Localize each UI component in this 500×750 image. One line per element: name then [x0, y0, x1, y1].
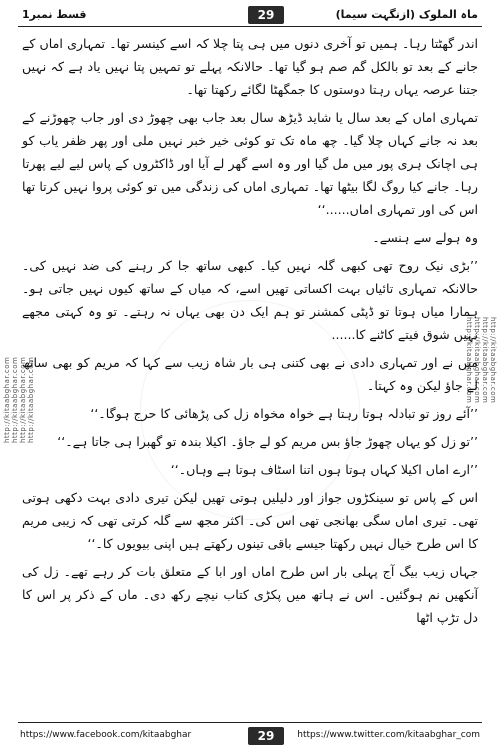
paragraph: ’’بڑی نیک روح تھی کبھی گلہ نہیں کیا۔ کبھی ساتھ جا کر رہنے کی ضد نہیں کی۔ حالانکہ تمہاری تائیاں بہت اکساتی تھیں اسے، کہ میاں کے ساتھ کیوں نہیں جاتی ہو۔ ہمارا میاں ہوتا تو ڈپٹی کمشنر تو ہم ایک دن بھی یہاں نہ رہتے۔ تو وہ کہتی مجھے نہیں شوق فیتے کاٹنے کا......	[22, 258, 478, 342]
right-margin-watermark: http://kitaabghar.com http://kitaabghar.com http://kitaabghar.com http://kitaabghar.com	[465, 316, 497, 404]
paragraph: اندر گھٹتا رہا۔ ہمیں تو آخری دنوں میں ہی پتا چلا کہ اسے کینسر تھا۔ تمہاری اماں کے جانے کے بعد تو بالکل گم صم ہو گیا تھا۔ حالانکہ پہلے تو تمہیں پتا نہیں یاد ہے کہ نہیں جتنا عرصہ یہاں رہتا دوستوں کا جمگھٹا لگائے رکھتا تھا۔	[22, 36, 478, 97]
header-page-number: 29	[248, 6, 284, 24]
left-margin-watermark: http://kitaabghar.com http://kitaabghar.com http://kitaabghar.com http://kitaabghar.com	[3, 356, 35, 444]
footer-page-number: 29	[248, 727, 284, 745]
twitter-link[interactable]: https://www.twitter.com/kitaabghar_com	[297, 730, 480, 740]
header-divider	[18, 26, 482, 27]
page-header	[18, 6, 482, 26]
episode-label: قسط نمبر1	[22, 8, 87, 21]
book-title: ماہ الملوک (ازنگہت سیما)	[335, 8, 478, 21]
paragraph: ’’ارے اماں اکیلا کہاں ہوتا ہوں اتنا اسٹاف ہوتا ہے وہاں۔‘‘	[170, 462, 478, 477]
paragraph: اس کے پاس تو سینکڑوں جواز اور دلیلیں ہوتی تھیں لیکن تیری دادی بہت دکھی ہوتی تھی۔ تیری اماں سگی بھانجی تھی اس کی۔ اکثر مجھ سے گلہ کرتی تھی کہ زیبی مریم کا اس طرح خیال نہیں رکھتا جیسے باقی تینوں رکھتے ہیں اپنی بیویوں کا۔‘‘	[22, 490, 478, 551]
paragraph: ’’تو زل کو یہاں چھوڑ جاؤ بس مریم کو لے جاؤ۔ اکیلا بندہ تو گھبرا ہی جاتا ہے۔‘‘	[57, 434, 478, 449]
paragraph: جہاں زیب بیگ آج پہلی بار اس طرح اماں اور ابا کے متعلق بات کر رہے تھے۔ زل کی آنکھیں نم ہوگئیں۔ اس نے ہاتھ میں پکڑی کتاب نیچے رکھ دی۔ ماں کے ذکر پر اس کا دل تڑپ اٹھا	[22, 564, 478, 625]
paragraph: میں نے اور تمہاری دادی نے بھی کتنی ہی بار شاہ زیب سے کہا کہ مریم کو بھی ساتھ لے جاؤ لیکن وہ کہتا۔	[22, 355, 478, 393]
page-footer	[18, 726, 482, 746]
paragraph: ’’آئے روز تو تبادلہ ہوتا رہتا ہے خواہ مخواہ زل کی پڑھائی کا حرج ہوگا۔‘‘	[90, 406, 478, 421]
paragraph: تمہاری اماں کے بعد سال یا شاید ڈیڑھ سال بعد جاب بھی چھوڑ دی اور جاب چھوڑنے کے بعد نہ جانے کہاں چلا گیا۔ چھ ماہ تک تو کوئی خیر خبر نہیں ملی اور پھر ظفر یاب کو ہی اچانک ہری پور میں مل گیا اور وہ اسے گھر لے آیا اور ڈاکٹروں کے پاس لیے لیے پھرتا رہا۔ جانے کیا روگ لگا بیٹھا تھا۔ تمہاری اماں کی زندگی میں تو کوئی پروا نہیں کرتا تھا اس کی اور تمہاری اماں......‘‘	[22, 110, 478, 217]
facebook-link[interactable]: https://www.facebook.com/kitaabghar	[20, 730, 192, 740]
footer-divider	[18, 722, 482, 723]
paragraph: وہ ہولے سے ہنسے۔	[372, 230, 478, 245]
body-text	[22, 32, 478, 692]
